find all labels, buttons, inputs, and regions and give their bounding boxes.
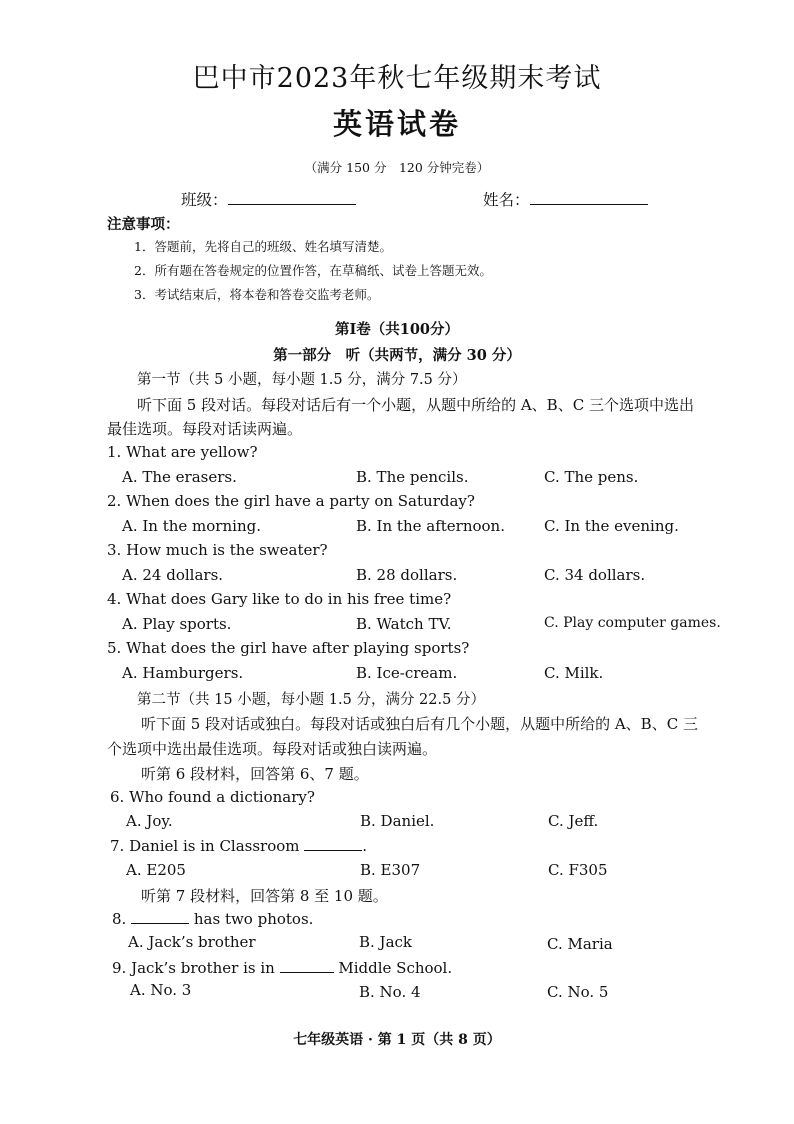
option-c: C. 34 dollars. bbox=[544, 566, 646, 584]
option-c: C. F305 bbox=[548, 861, 608, 879]
score-info: （满分 150 分 120 分钟完卷） bbox=[304, 160, 490, 175]
section2-instruction: 听下面 5 段对话或独白。每段对话或独白后有几个小题，从题中所给的 A、B、C 三 bbox=[141, 715, 698, 733]
class-label: 班级： bbox=[181, 191, 228, 209]
option-c: C. The pens. bbox=[544, 468, 639, 486]
exam-title: 巴中市2023年秋七年级期末考试 bbox=[192, 63, 602, 94]
stem-text: 7. Daniel is in Classroom bbox=[110, 837, 300, 855]
option-c: C. Jeff. bbox=[548, 812, 599, 830]
option-a: A. The erasers. bbox=[122, 468, 237, 486]
answer-blank bbox=[304, 836, 362, 851]
option-c: C. In the evening. bbox=[544, 517, 679, 535]
question-stem: 6. Who found a dictionary? bbox=[110, 788, 315, 806]
option-b: B. 28 dollars. bbox=[356, 566, 458, 584]
question-stem: 3. How much is the sweater? bbox=[107, 541, 328, 559]
section2-instruction: 个选项中选出最佳选项。每段对话或独白读两遍。 bbox=[107, 740, 438, 758]
option-a: A. Jack’s brother bbox=[128, 933, 256, 951]
option-a: A. In the morning. bbox=[122, 517, 261, 535]
part-heading: 第一部分 听（共两节，满分 30 分） bbox=[273, 347, 521, 364]
exam-subtitle: 英语试卷 bbox=[332, 107, 461, 141]
option-b: B. Jack bbox=[359, 933, 413, 951]
material-instruction: 听第 6 段材料，回答第 6、7 题。 bbox=[141, 765, 369, 783]
note-item: 2．所有题在答卷规定的位置作答，在草稿纸、试卷上答题无效。 bbox=[134, 263, 492, 278]
option-b: B. The pencils. bbox=[356, 468, 469, 486]
page-footer: 七年级英语 · 第 1 页（共 8 页） bbox=[293, 1032, 501, 1048]
volume-heading: 第Ⅰ卷（共100分） bbox=[334, 321, 460, 338]
option-a: A. Joy. bbox=[126, 812, 173, 830]
question-stem: 5. What does the girl have after playing sports? bbox=[107, 639, 470, 657]
question-stem bbox=[110, 836, 367, 855]
option-c: C. No. 5 bbox=[547, 983, 609, 1001]
answer-blank bbox=[131, 909, 189, 924]
stem-text: has two photos. bbox=[193, 910, 314, 928]
option-c: C. Play computer games. bbox=[544, 615, 721, 631]
stem-text: 9. Jack’s brother is in bbox=[112, 959, 275, 977]
answer-blank bbox=[280, 958, 334, 973]
option-a: A. No. 3 bbox=[130, 981, 192, 999]
material-instruction: 听第 7 段材料，回答第 8 至 10 题。 bbox=[141, 887, 388, 905]
name-field bbox=[483, 188, 648, 210]
option-b: B. Watch TV. bbox=[356, 615, 452, 633]
note-item: 3．考试结束后，将本卷和答卷交监考老师。 bbox=[134, 287, 380, 302]
option-a: A. Hamburgers. bbox=[122, 664, 244, 682]
name-label: 姓名： bbox=[483, 191, 530, 209]
option-b: B. Daniel. bbox=[360, 812, 435, 830]
section1-instruction: 听下面 5 段对话。每段对话后有一个小题，从题中所给的 A、B、C 三个选项中选出 bbox=[137, 396, 694, 414]
option-b: B. No. 4 bbox=[359, 983, 421, 1001]
option-a: A. Play sports. bbox=[122, 615, 232, 633]
section2-title: 第二节（共 15 小题，每小题 1.5 分，满分 22.5 分） bbox=[137, 692, 485, 708]
option-c: C. Milk. bbox=[544, 664, 604, 682]
question-stem: 4. What does Gary like to do in his free time? bbox=[107, 590, 452, 608]
option-a: A. E205 bbox=[126, 861, 186, 879]
stem-text: . bbox=[362, 837, 368, 855]
section1-instruction: 最佳选项。每段对话读两遍。 bbox=[107, 420, 303, 438]
note-item: 1．答题前，先将自己的班级、姓名填写清楚。 bbox=[134, 239, 392, 254]
question-stem bbox=[112, 909, 313, 928]
option-b: B. E307 bbox=[360, 861, 421, 879]
section1-title: 第一节（共 5 小题，每小题 1.5 分，满分 7.5 分） bbox=[137, 372, 467, 388]
option-b: B. In the afternoon. bbox=[356, 517, 505, 535]
option-c: C. Maria bbox=[547, 935, 613, 953]
option-a: A. 24 dollars. bbox=[122, 566, 224, 584]
class-blank bbox=[228, 190, 356, 205]
notes-heading: 注意事项： bbox=[107, 216, 180, 233]
stem-text: Middle School. bbox=[338, 959, 453, 977]
stem-text: 8. bbox=[112, 910, 127, 928]
question-stem: 1. What are yellow? bbox=[107, 443, 258, 461]
name-blank bbox=[530, 190, 648, 205]
question-stem: 2. When does the girl have a party on Saturday? bbox=[107, 492, 475, 510]
option-b: B. Ice-cream. bbox=[356, 664, 458, 682]
class-field bbox=[181, 188, 356, 210]
question-stem bbox=[112, 958, 452, 977]
